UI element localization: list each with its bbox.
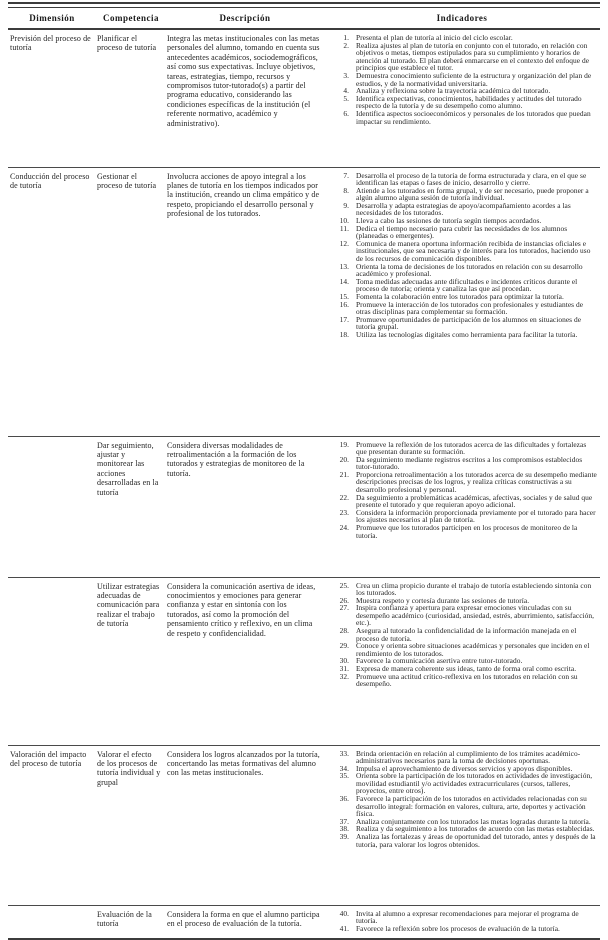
table-header (8, 8, 600, 30)
indicator-item (332, 110, 598, 125)
indicator-text: Favorece la reflexión sobre los procesos de evaluación de la tutoría. (356, 923, 560, 933)
cell-dimension: Previsión del proceso de tutoría (10, 34, 91, 53)
indicator-text: Invita al alumno a expresar recomendaciones para mejorar el programa de tutoría. (356, 908, 579, 926)
indicator-item (332, 72, 598, 87)
indicator-number: 38. (339, 824, 349, 834)
indicator-text: Analiza las fortalezas y áreas de oportunidad del tutorado, antes y después de la tutoría, para valorar los logros obtenidos. (356, 832, 596, 849)
indicator-item (332, 627, 598, 642)
table-header-row (8, 8, 600, 30)
indicator-number: 27. (339, 603, 349, 613)
indicator-item (332, 301, 598, 316)
indicator-text: Inspira confianza y apertura para expresar emociones vinculadas con su desempeño académico (curiosidad, ansiedad, estrés, aburrimiento, satisfacción, etc.). (356, 603, 595, 628)
indicator-number: 15. (339, 292, 349, 301)
cell-descripcion: Considera la forma en que el alumno participa en el proceso de evaluación de la tutoría. (166, 905, 324, 939)
indicator-number: 6. (343, 108, 349, 118)
indicator-text: Muestra respeto y cortesía durante las sesiones de tutoría. (356, 595, 530, 605)
table-row (8, 436, 600, 577)
indicator-item (332, 750, 598, 765)
indicator-number: 16. (339, 299, 349, 309)
indicator-text: Identifica aspectos socioeconómicos y personales de los tutorados que puedan impactar su rendimiento. (356, 108, 591, 126)
indicator-item (332, 263, 598, 278)
indicator-number: 14. (339, 276, 349, 286)
indicator-number: 41. (339, 923, 349, 933)
indicator-item (332, 331, 598, 339)
indicator-text: Dedica el tiempo necesario para cubrir las necesidades de los alumnos (planeadas o emergentes). (356, 223, 568, 241)
indicator-item (332, 494, 598, 509)
cell-competencia: Dar seguimiento, ajustar y monitorear las acciones desarrolladas en la tutoría (96, 436, 166, 577)
indicator-number: 24. (339, 523, 349, 533)
indicator-number: 13. (339, 261, 349, 271)
indicator-text: Atiende a los tutorados en forma grupal, y de ser necesario, puede proponer a algún alumno alguna sesión de tutoría individual. (356, 185, 589, 203)
cell-descripcion: Considera los logros alcanzados por la tutoría, concertando las metas formativas del alumno con las metas institucionales. (166, 745, 324, 905)
indicator-number: 28. (339, 626, 349, 636)
indicator-number: 9. (343, 200, 349, 210)
cell-indicadores (324, 29, 600, 167)
indicator-text: Crea un clima propicio durante el trabajo de tutoría estableciendo sintonía con los tutorados. (356, 580, 592, 598)
cell-competencia: Evaluación de la tutoría (96, 905, 166, 939)
indicator-text: Realiza y da seguimiento a los tutorados de acuerdo con las metas establecidas. (356, 824, 595, 834)
indicator-text: Presenta el plan de tutoría al inicio del ciclo escolar. (356, 33, 513, 42)
indicator-item (332, 202, 598, 217)
indicator-number: 5. (343, 93, 349, 103)
indicator-text: Da seguimiento mediante registros escritos a los compromisos establecidos tutor-tutorado. (356, 454, 583, 472)
indicator-item (332, 833, 598, 848)
indicator-number: 19. (339, 439, 349, 449)
indicator-text: Favorece la participación de los tutorados en actividades relacionadas con su desarrollo integral: formación en valores, cultura, arte, deportes y activación física. (356, 794, 587, 819)
indicator-number: 11. (339, 223, 349, 233)
indicator-item (332, 42, 598, 72)
indicator-number: 26. (339, 595, 349, 605)
indicator-number: 37. (339, 816, 349, 826)
indicator-text: Lleva a cabo las sesiones de tutoría según tiempos acordados. (356, 216, 542, 226)
indicator-text: Considera la información proporcionada previamente por el tutorado para hacer los ajustes necesarios al plan de tutoría. (356, 507, 596, 525)
indicator-item (332, 278, 598, 293)
table-body (8, 29, 600, 939)
indicator-number: 2. (343, 40, 349, 50)
cell-descripcion: Involucra acciones de apoyo integral a los planes de tutoría en los tiempos indicados por la institución, creando un clima empático y de respeto, propiciando el desarrollo personal y profesional de los tutorados. (166, 167, 324, 436)
indicator-item (332, 471, 598, 494)
table-row (8, 905, 600, 939)
indicator-text: Asegura al tutorado la confidencialidad de la información manejada en el proceso de tutoría. (356, 626, 577, 643)
indicator-text: Brinda orientación en relación al cumplimiento de los trámites académico-administrativos necesarios para la toma de decisiones oportunas. (356, 748, 581, 766)
indicator-number: 31. (339, 664, 349, 674)
indicator-text: Desarrolla el proceso de la tutoría de forma estructurada y clara, en el que se identifican las etapas o fases de inicio, desarrollo y cierre. (356, 170, 587, 188)
indicator-item (332, 225, 598, 240)
indicator-text: Promueve oportunidades de participación de los alumnos en situaciones de tutoría grupal. (356, 314, 582, 332)
indicator-item (332, 582, 598, 597)
indicator-item (332, 772, 598, 795)
cell-competencia: Gestionar el proceso de tutoría (96, 167, 166, 436)
indicator-text: Orienta sobre la participación de los tutorados en actividades de investigación, movilidad estudiantil y/o actividades extracurriculares (cursos, talleres, proyectos, entre otros). (356, 771, 593, 796)
indicator-text: Proporciona retroalimentación a los tutorados acerca de su desempeño mediante descripciones precisas de los logros, y realiza críticas constructivas a su desarrollo profesional y personal. (356, 469, 597, 495)
cell-descripcion: Considera la comunicación asertiva de ideas, conocimientos y emociones para generar confianza y estar en sintonía con los tutorados, así como la promoción del pensamiento crítico y reflexivo, en un clima de respeto y confidencialidad. (166, 577, 324, 745)
indicator-number: 22. (339, 492, 349, 502)
cell-competencia: Planificar el proceso de tutoría (97, 34, 157, 53)
indicator-text: Favorece la comunicación asertiva entre tutor-tutorado. (356, 656, 523, 666)
indicator-number: 20. (339, 454, 349, 464)
indicator-text: Promueve que los tutorados participen en los procesos de monitoreo de la tutoría. (356, 523, 578, 540)
indicator-text: Comunica de manera oportuna información recibida de instancias oficiales e institucionales, que sea necesaria y de interés para los tutorados, haciendo uso de los recursos de comunicación disponibles. (356, 238, 591, 264)
indicator-item (332, 456, 598, 471)
indicator-text: Impulsa el aprovechamiento de diversos servicios y apoyos disponibles. (356, 763, 573, 773)
indicator-text: Demuestra conocimiento suficiente de la estructura y organización del plan de estudios, y de la normatividad universitaria. (356, 70, 592, 88)
indicator-text: Fomenta la colaboración entre los tutorados para optimizar la tutoría. (356, 292, 564, 301)
indicator-item (332, 910, 598, 925)
indicator-number: 33. (339, 748, 349, 758)
column-header-dimension: Dimensión (8, 8, 96, 30)
indicator-item (332, 642, 598, 657)
indicator-text: Identifica expectativas, conocimientos, habilidades y actitudes del tutorado respecto de la tutoría y de su desempeño como alumno. (356, 93, 582, 111)
cell-dimension: Valoración del impacto del proceso de tutoría (8, 745, 96, 905)
cell-dimension: Conducción del proceso de tutoría (8, 167, 96, 436)
indicator-text: Promueve una actitud crítico-reflexiva en los tutorados en relación con su desempeño. (356, 671, 578, 689)
column-header-descripcion: Descripción (166, 8, 324, 30)
indicator-text: Realiza ajustes al plan de tutoría en conjunto con el tutorado, en relación con objetivos o metas, tiempos estipulados para su cumplimiento y horarios de atención al tutorado. El plan deberá enmarcarse en el contexto del enfoque de principios que establece el tutor. (356, 40, 590, 73)
cell-dimension (8, 905, 96, 939)
indicator-number: 40. (339, 908, 349, 918)
cell-indicadores (324, 436, 600, 577)
indicator-text: Promueve la interacción de los tutorados con profesionales y estudiantes de otras disciplinas para complementar su formación. (356, 299, 584, 317)
indicator-number: 12. (339, 238, 349, 248)
indicator-text: Promueve la reflexión de los tutorados acerca de las dificultades y fortalezas que presentan durante su formación. (356, 439, 587, 457)
cell-indicadores (324, 905, 600, 939)
indicator-number: 32. (339, 671, 349, 681)
indicator-item (332, 95, 598, 110)
column-header-indicadores: Indicadores (324, 8, 600, 30)
cell-competencia: Valorar el efecto de los procesos de tutoría individual y grupal (96, 745, 166, 905)
column-header-competencia: Competencia (96, 8, 166, 30)
indicator-item (332, 316, 598, 331)
indicator-item (332, 441, 598, 456)
cell-descripcion: Considera diversas modalidades de retroalimentación a la formación de los tutorados y estrategias de monitoreo de la tutoría. (166, 436, 324, 577)
indicator-number: 18. (339, 329, 349, 339)
indicator-item (332, 509, 598, 524)
cell-indicadores (324, 577, 600, 745)
indicator-number: 25. (339, 580, 349, 590)
cell-descripcion: Integra las metas institucionales con las metas personales del alumno, tomando en cuenta sus antecedentes académicos, sociodemográficos, así como sus expectativas. Incluye objetivos, tareas, estrategias, tiempo, recursos y compromisos tutor-tutorado(s) a partir del programa educativo, considerando las condiciones específicas de la institución (el referente normativo, académico y administrativo). (167, 34, 320, 128)
table-row (8, 745, 600, 905)
indicator-number: 23. (339, 507, 349, 517)
indicator-number: 39. (339, 832, 349, 842)
indicator-item (332, 795, 598, 818)
indicator-number: 17. (339, 314, 349, 324)
indicator-number: 29. (339, 641, 349, 651)
indicator-number: 35. (339, 771, 349, 781)
indicator-text: Da seguimiento a problemáticas académicas, afectivas, sociales y de salud que presente el tutorado y que requieran apoyo adicional. (356, 492, 593, 510)
indicator-item (332, 187, 598, 202)
indicator-text: Orienta la toma de decisiones de los tutorados en relación con su desarrollo académico y profesional. (356, 261, 583, 279)
cell-indicadores (324, 745, 600, 905)
indicator-number: 3. (343, 70, 349, 80)
indicator-item (332, 524, 598, 539)
cell-dimension (8, 436, 96, 577)
cell-competencia: Utilizar estrategias adecuadas de comunicación para realizar el trabajo de tutoría (96, 577, 166, 745)
indicator-text: Conoce y orienta sobre situaciones académicas y personales que inciden en el rendimiento de los tutorados. (356, 641, 590, 658)
tutoring-competencies-table (8, 7, 600, 940)
indicator-item (332, 604, 598, 627)
indicator-item (332, 172, 598, 187)
table-row (8, 167, 600, 436)
indicator-number: 8. (343, 185, 349, 195)
indicator-text: Expresa de manera coherente sus ideas, tanto de forma oral como escrita. (356, 664, 577, 674)
indicator-text: Utiliza las tecnologías digitales como herramienta para facilitar la tutoría. (356, 329, 578, 339)
indicator-item (332, 673, 598, 688)
indicator-number: 1. (343, 33, 349, 42)
indicator-number: 7. (343, 170, 349, 180)
cell-indicadores (324, 167, 600, 436)
indicator-text: Toma medidas adecuadas ante dificultades e incidentes críticos durante el proceso de tutoría; orienta y canaliza las que así procedan. (356, 276, 578, 294)
indicator-number: 4. (343, 86, 349, 96)
table-row (8, 29, 600, 167)
indicator-number: 30. (339, 656, 349, 666)
indicator-text: Analiza conjuntamente con los tutorados las metas logradas durante la tutoría. (356, 816, 591, 826)
indicator-number: 36. (339, 794, 349, 804)
cell-dimension (8, 577, 96, 745)
indicator-text: Desarrolla y adapta estrategias de apoyo/acompañamiento acordes a las necesidades de los tutorados. (356, 200, 571, 218)
indicator-number: 21. (339, 469, 349, 479)
indicator-item (332, 925, 598, 933)
indicator-number: 10. (339, 216, 349, 226)
table-row (8, 577, 600, 745)
indicator-item (332, 240, 598, 263)
indicator-number: 34. (339, 763, 349, 773)
indicator-text: Analiza y reflexiona sobre la trayectoria académica del tutorado. (356, 86, 551, 96)
